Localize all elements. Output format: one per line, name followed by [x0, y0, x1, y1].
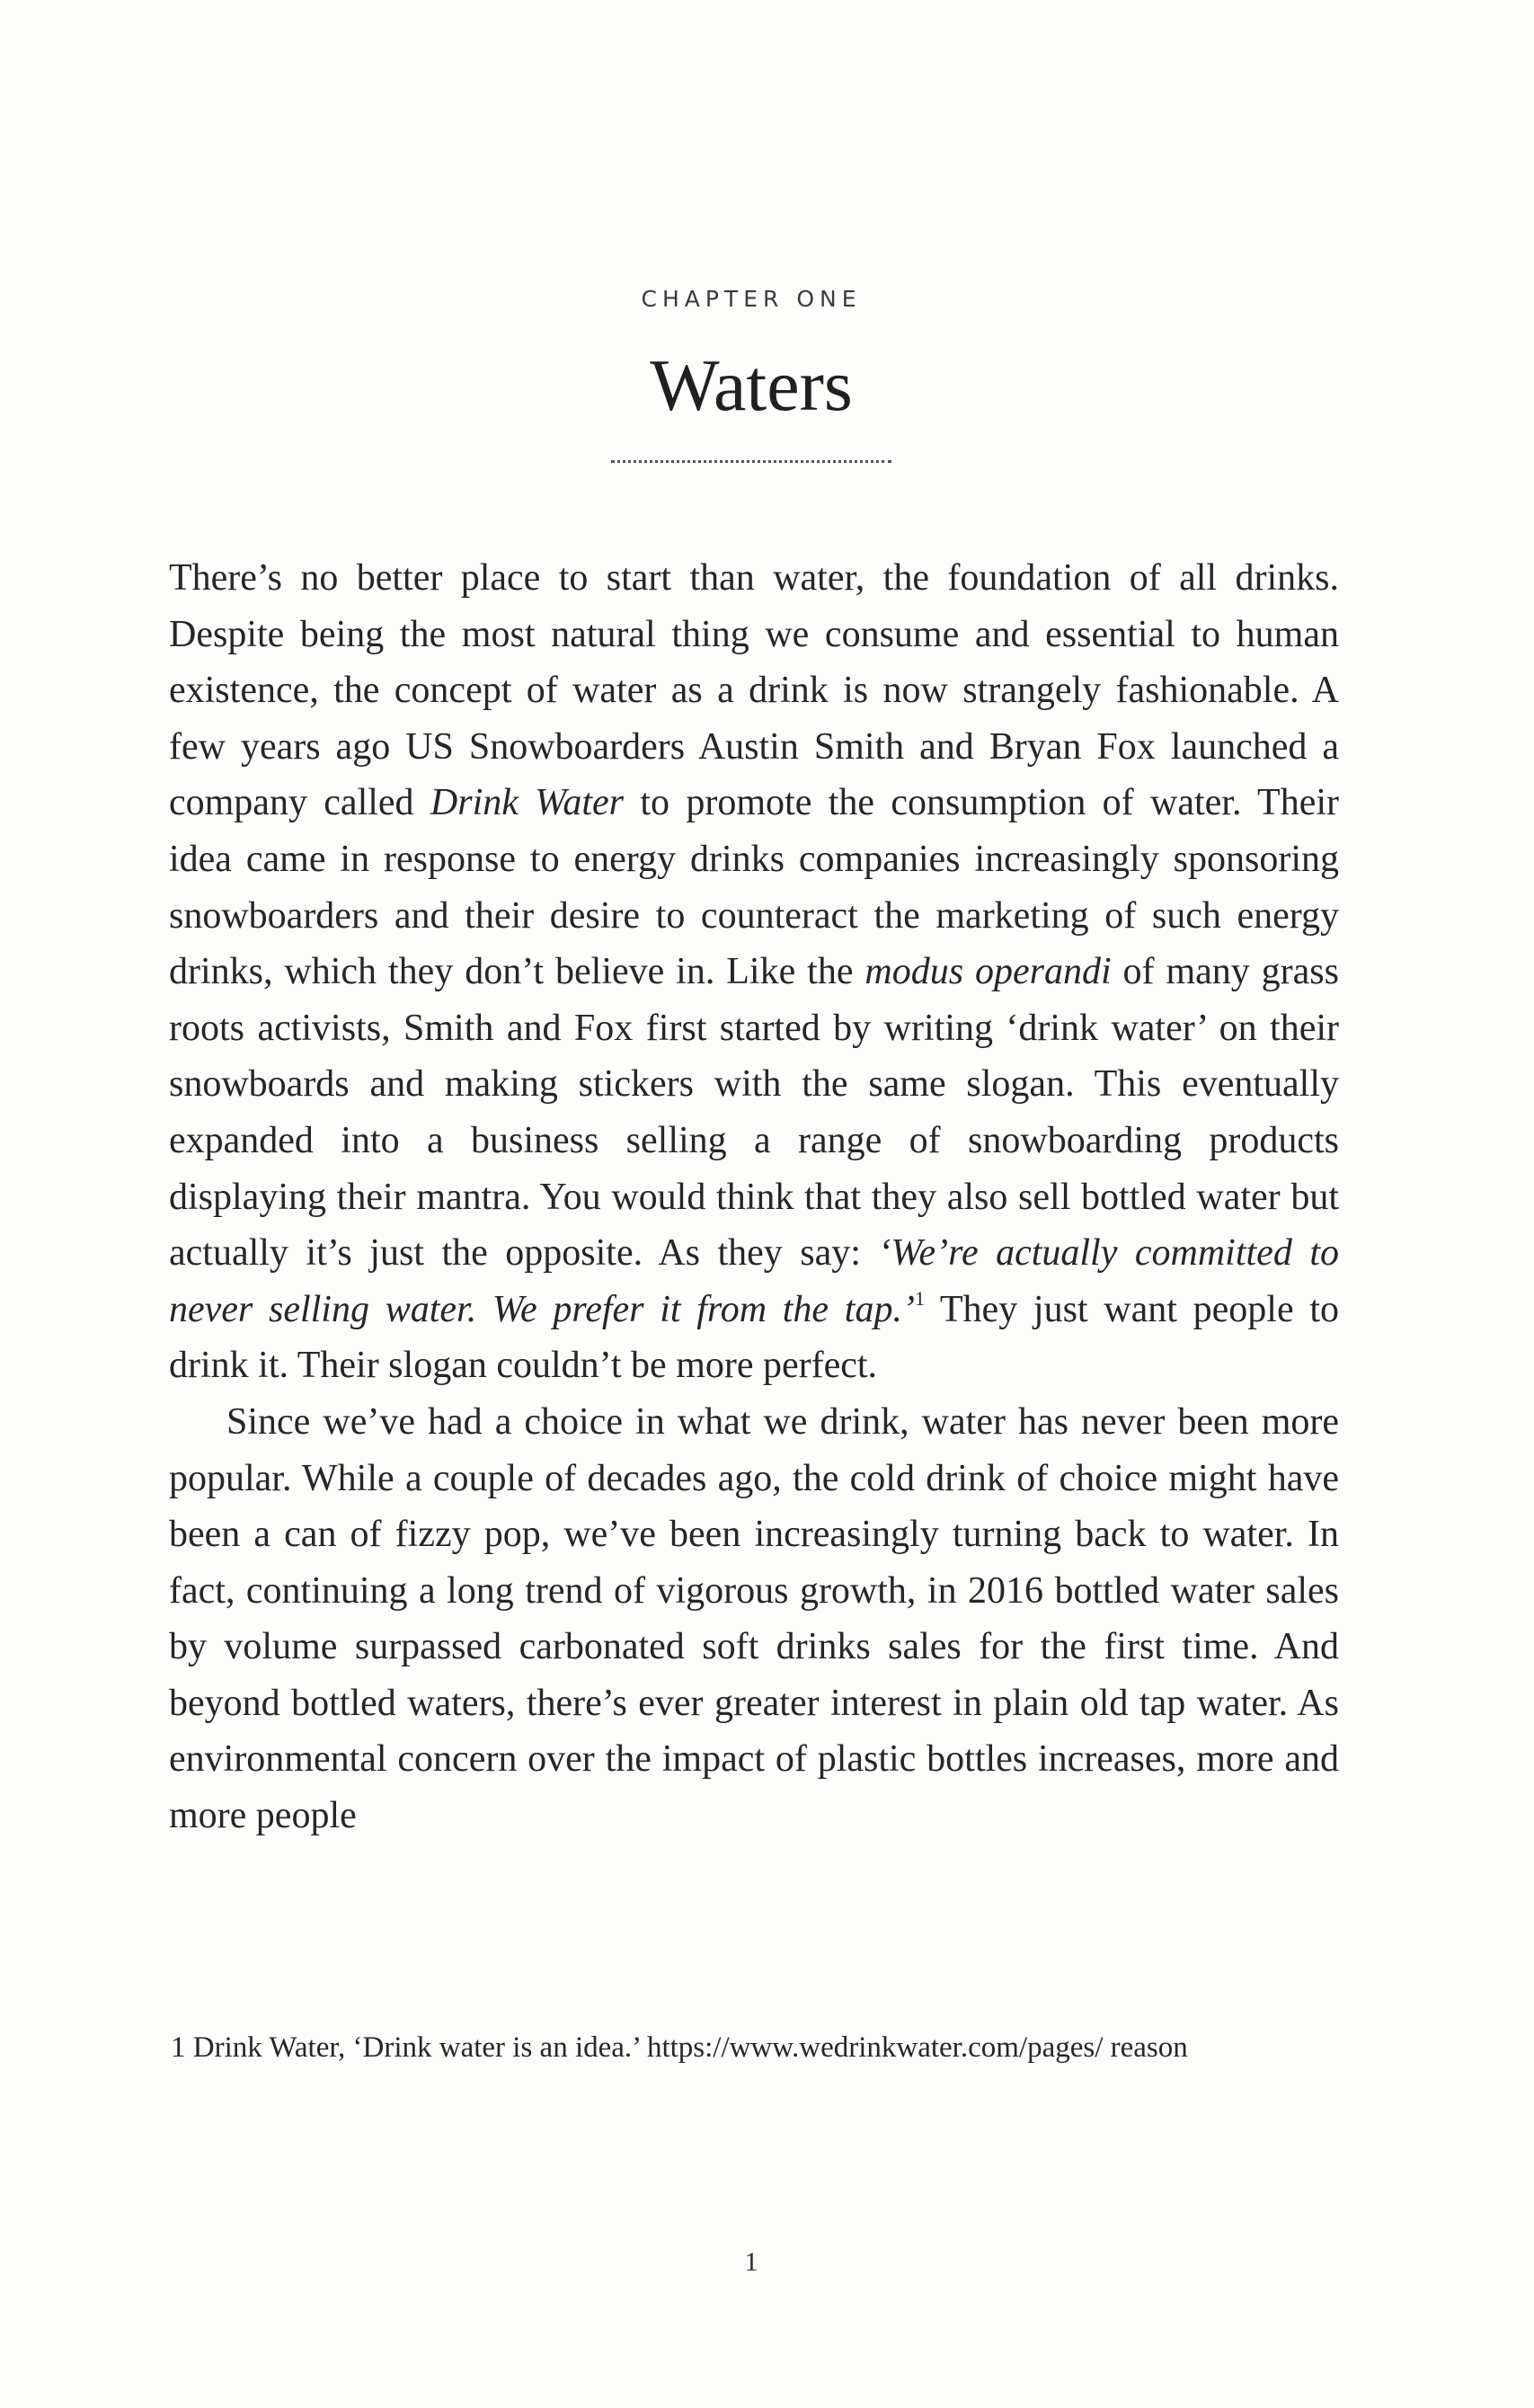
- page-number: 1: [744, 2247, 758, 2277]
- modus-operandi-italic: modus operandi: [865, 951, 1112, 993]
- footnote: [171, 2024, 1339, 2071]
- quote-italic: ‘We’re actually committed to never selling water. We prefer it from the tap.’: [169, 1232, 1339, 1330]
- chapter-label: CHAPTER ONE: [641, 286, 862, 312]
- body-text: [169, 550, 1339, 1844]
- paragraph-1: [169, 550, 1339, 1394]
- title-dotted-rule: [611, 460, 891, 463]
- footnote-reference: 1: [914, 1286, 925, 1310]
- paragraph-2: Since we’ve had a choice in what we drink, water has never been more popular. While a couple of decades ago, the cold drink of choice might have been a can of fizzy pop, we’ve been increasingly turning back to water. In fact, continuing a long trend of vigorous growth, in 2016 bottled water sales by volume surpassed carbonated soft drinks sales for the first time. And beyond bottled waters, there’s ever greater interest in plain old tap water. As environmental concern over the impact of plastic bottles increases, more and more people: [169, 1400, 1339, 1837]
- paragraph-1-text-a: There’s no better place to start than water, the foundation of all drinks. Despite being the most natural thing we consume and essential to human existence, the concept of water as a drink is now strangely fashionable. A few years ago US Snowboarders Austin Smith and Bryan Fox launched a company called: [169, 557, 1339, 824]
- paragraph-1-text-c: of many grass roots activists, Smith and Fox first started by writing ‘drink water’ on their snowboards and making stickers with the same slogan. This eventually expanded into a business selling a range of snowboarding products displaying their mantra. You would think that they also sell bottled water but actually it’s just the opposite. As they say:: [169, 951, 1339, 1275]
- footnote-text: 1 Drink Water, ‘Drink water is an idea.’ https://www.wedrinkwater.com/pages/ reason: [171, 2031, 1188, 2064]
- paragraph-1-text-b: to promote the consumption of water. Their idea came in response to energy drinks companies increasingly sponsoring snowboarders and their desire to counteract the marketing of such energy drinks, which they don’t believe in. Like the: [169, 782, 1339, 993]
- company-name-italic: Drink Water: [430, 782, 625, 824]
- chapter-title: Waters: [650, 344, 853, 426]
- paragraph-1-text-d: They just want people to drink it. Their slogan couldn’t be more perfect.: [169, 1288, 1339, 1387]
